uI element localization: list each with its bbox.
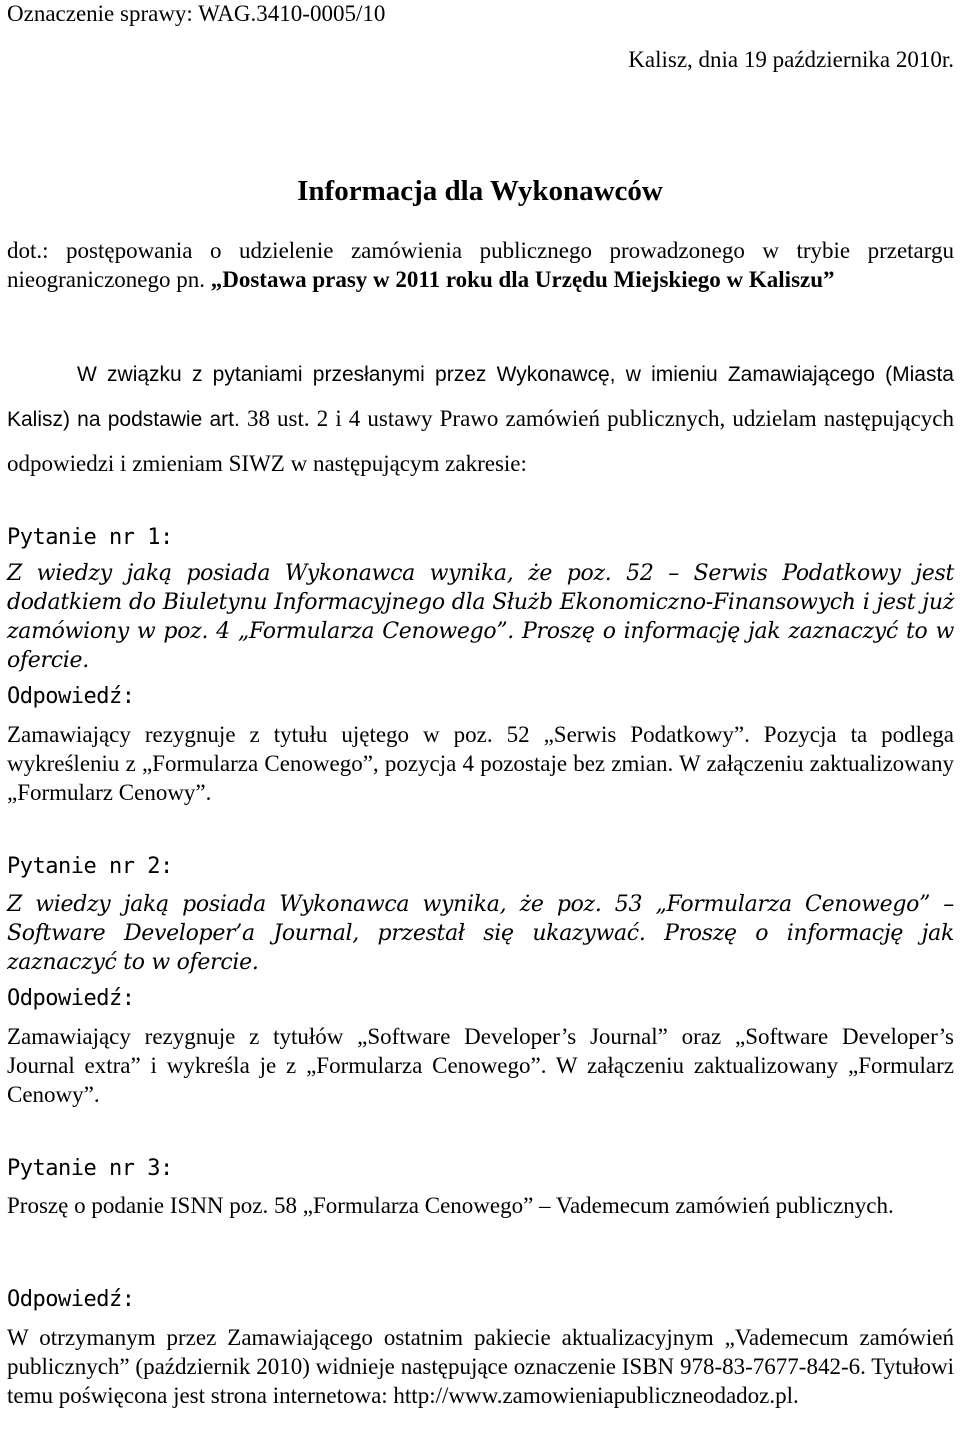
question-1-text: Z wiedzy jaką posiada Wykonawca wynika, że poz. 52 – Serwis Podatkowy jest dodatkiem do Biuletynu Informacyjnego dla Służb Ekonomiczno-Finansowych i jest już zamówiony w poz. 4 „Formularza Cenowego”. Proszę o informację jak zaznaczyć to w ofercie. <box>7 561 954 673</box>
case-reference: Oznaczenie sprawy: WAG.3410-0005/10 <box>7 1 386 26</box>
subject-name: „Dostawa prasy w 2011 roku dla Urzędu Miejskiego w Kaliszu” <box>210 267 835 292</box>
answer-3-text <box>7 1323 954 1410</box>
subject-line <box>7 236 954 294</box>
intro-paragraph <box>7 353 954 487</box>
website-link[interactable]: http://www.zamowieniapubliczneodadoz.pl. <box>393 1383 799 1408</box>
answer-3-body: W otrzymanym przez Zamawiającego ostatnim pakiecie aktualizacyjnym „Vademecum zamówień publicznych” (październik 2010) widnieje następujące oznaczenie ISBN 978-83-7677-842-6. Tytułowi temu poświęcona jest strona internetowa: <box>7 1325 954 1408</box>
answer-3-label: Odpowiedź: <box>7 1287 135 1312</box>
answer-2-text: Zamawiający rezygnuje z tytułów „Software Developer’s Journal” oraz „Software Developer’s Journal extra” i wykreśla je z „Formularza Cenowego”. W załączeniu zaktualizowany „Formularz Cenowy”. <box>7 1024 954 1107</box>
question-3-label: Pytanie nr 3: <box>7 1156 173 1181</box>
question-2-text: Z wiedzy jaką posiada Wykonawca wynika, że poz. 53 „Formularza Cenowego” – Software Developer’a Journal, przestał się ukazywać. Proszę o informację jak zaznaczyć to w ofercie. <box>7 892 954 975</box>
subject-prefix: dot.: postępowania o udzielenie zamówienia publicznego prowadzonego w trybie przetargu nieograniczonego pn. <box>7 238 954 292</box>
question-1-label: Pytanie nr 1: <box>7 525 173 550</box>
question-2-label: Pytanie nr 2: <box>7 854 173 879</box>
document-title: Informacja dla Wykonawców <box>297 175 663 207</box>
answer-1-text: Zamawiający rezygnuje z tytułu ujętego w poz. 52 „Serwis Podatkowy”. Pozycja ta podlega wykreśleniu z „Formularza Cenowego”, pozycja 4 pozostaje bez zmian. W załączeniu zaktualizowany „Formularz Cenowy”. <box>7 722 954 805</box>
answer-2-label: Odpowiedź: <box>7 986 135 1011</box>
answer-1-label: Odpowiedź: <box>7 684 135 709</box>
question-3-text: Proszę o podanie ISNN poz. 58 „Formularza Cenowego” – Vademecum zamówień publicznych. <box>7 1193 894 1218</box>
date-line: Kalisz, dnia 19 października 2010r. <box>628 47 954 72</box>
intro-part-2: 38 ust. 2 i 4 ustawy Prawo zamówień publicznych, udzielam następujących odpowiedzi i zmieniam SIWZ w następującym zakresie: <box>7 406 955 476</box>
intro-part-1: W związku z pytaniami przesłanymi przez Wykonawcę, w imieniu Zamawiającego (Miasta Kalisz) na podstawie art. <box>7 363 954 431</box>
